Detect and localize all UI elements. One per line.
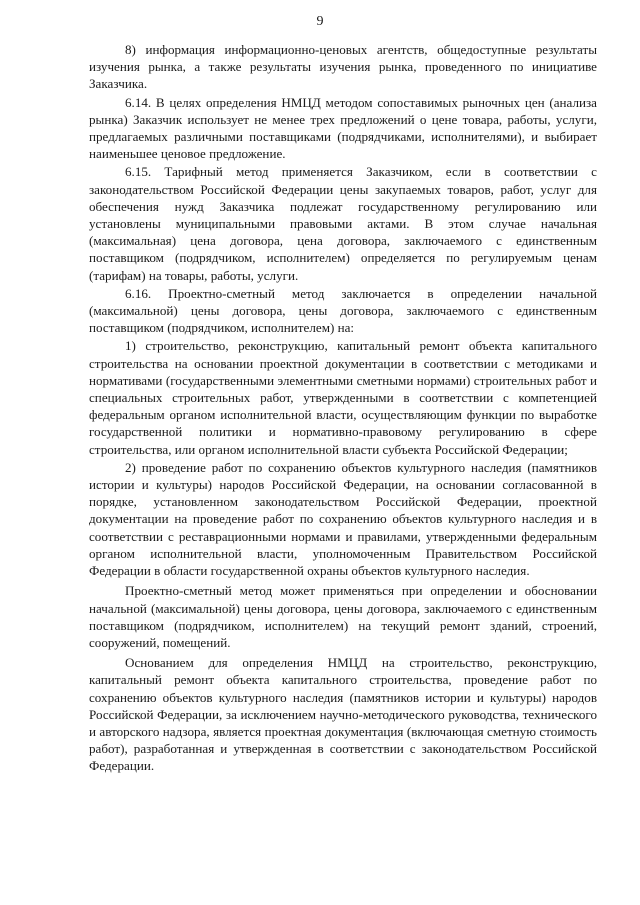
paragraph-basis: Основанием для определения НМЦД на строительство, реконструкцию, капитальный ремонт объекта капитального строительства, проведение работ по сохранению объектов культурного наследия (памятников истории и культуры) народов Российской Федерации, за исключением научно-методического руководства, технического и авторского надзора, является проектная документация (включающая сметную стоимость работ), разработанная и утвержденная в соответствии с законодательством Российской Федерации. [89,655,597,774]
paragraph-6-15: 6.15. Тарифный метод применяется Заказчиком, если в соответствии с законодательством Российской Федерации цены закупаемых товаров, работ, услуг для обеспечения нужд Заказчика подлежат государственному регулированию или установлены муниципальными правовыми актами. В этом случае начальная (максимальная) цена договора, цена договора, заключаемого с единственным поставщиком (подрядчиком, исполнителем) определяется по регулируемым ценам (тарифам) на товары, работы, услуги. [89,164,597,283]
paragraph-list-item-1: 1) строительство, реконструкцию, капитальный ремонт объекта капитального строительства на основании проектной документации в соответствии с методиками и нормативами (государственными элементными сметными нормами) строительных работ и специальных строительных работ, утвержденными в соответствии с компетенцией федеральным органом исполнительной власти, осуществляющим функции по выработке государственной политики и нормативно-правовому регулированию в сфере строительства, или органом исполнительной власти субъекта Российской Федерации; [89,338,597,457]
paragraph-item-8: 8) информация информационно-ценовых агентств, общедоступные результаты изучения рынка, а также результаты изучения рынка, проведенного по инициативе Заказчика. [89,42,597,92]
paragraph-6-16: 6.16. Проектно-сметный метод заключается в определении начальной (максимальной) цены договора, цены договора, заключаемого с единственным поставщиком (подрядчиком, исполнителем) на: [89,285,597,336]
page-body [89,41,597,775]
paragraph-list-item-2: 2) проведение работ по сохранению объектов культурного наследия (памятников истории и культуры) народов Российской Федерации, на основании согласованной в порядке, установленном законодательством Российской Федерации, проектной документации на проведение работ по сохранению объектов культурного наследия и в соответствии с реставрационными нормами и правилами, утвержденными федеральным органом исполнительной власти, уполномоченным Правительством Российской Федерации в области государственной охраны объектов культурного наследия. [89,459,597,579]
paragraph-6-14: 6.14. В целях определения НМЦД методом сопоставимых рыночных цен (анализа рынка) Заказчик использует не менее трех предложений о цене товара, работы, услуги, предлагаемых различными поставщиками (подрядчиками, исполнителями), и выбирает наименьшее ценовое предложение. [89,94,597,162]
page-number: 9 [316,14,324,29]
paragraph-current-repair: Проектно-сметный метод может применяться при определении и обосновании начальной (максимальной) цены договора, цены договора, заключаемого с единственным поставщиком (подрядчиком, исполнителем) на текущий ремонт зданий, строений, сооружений, помещений. [89,583,597,650]
